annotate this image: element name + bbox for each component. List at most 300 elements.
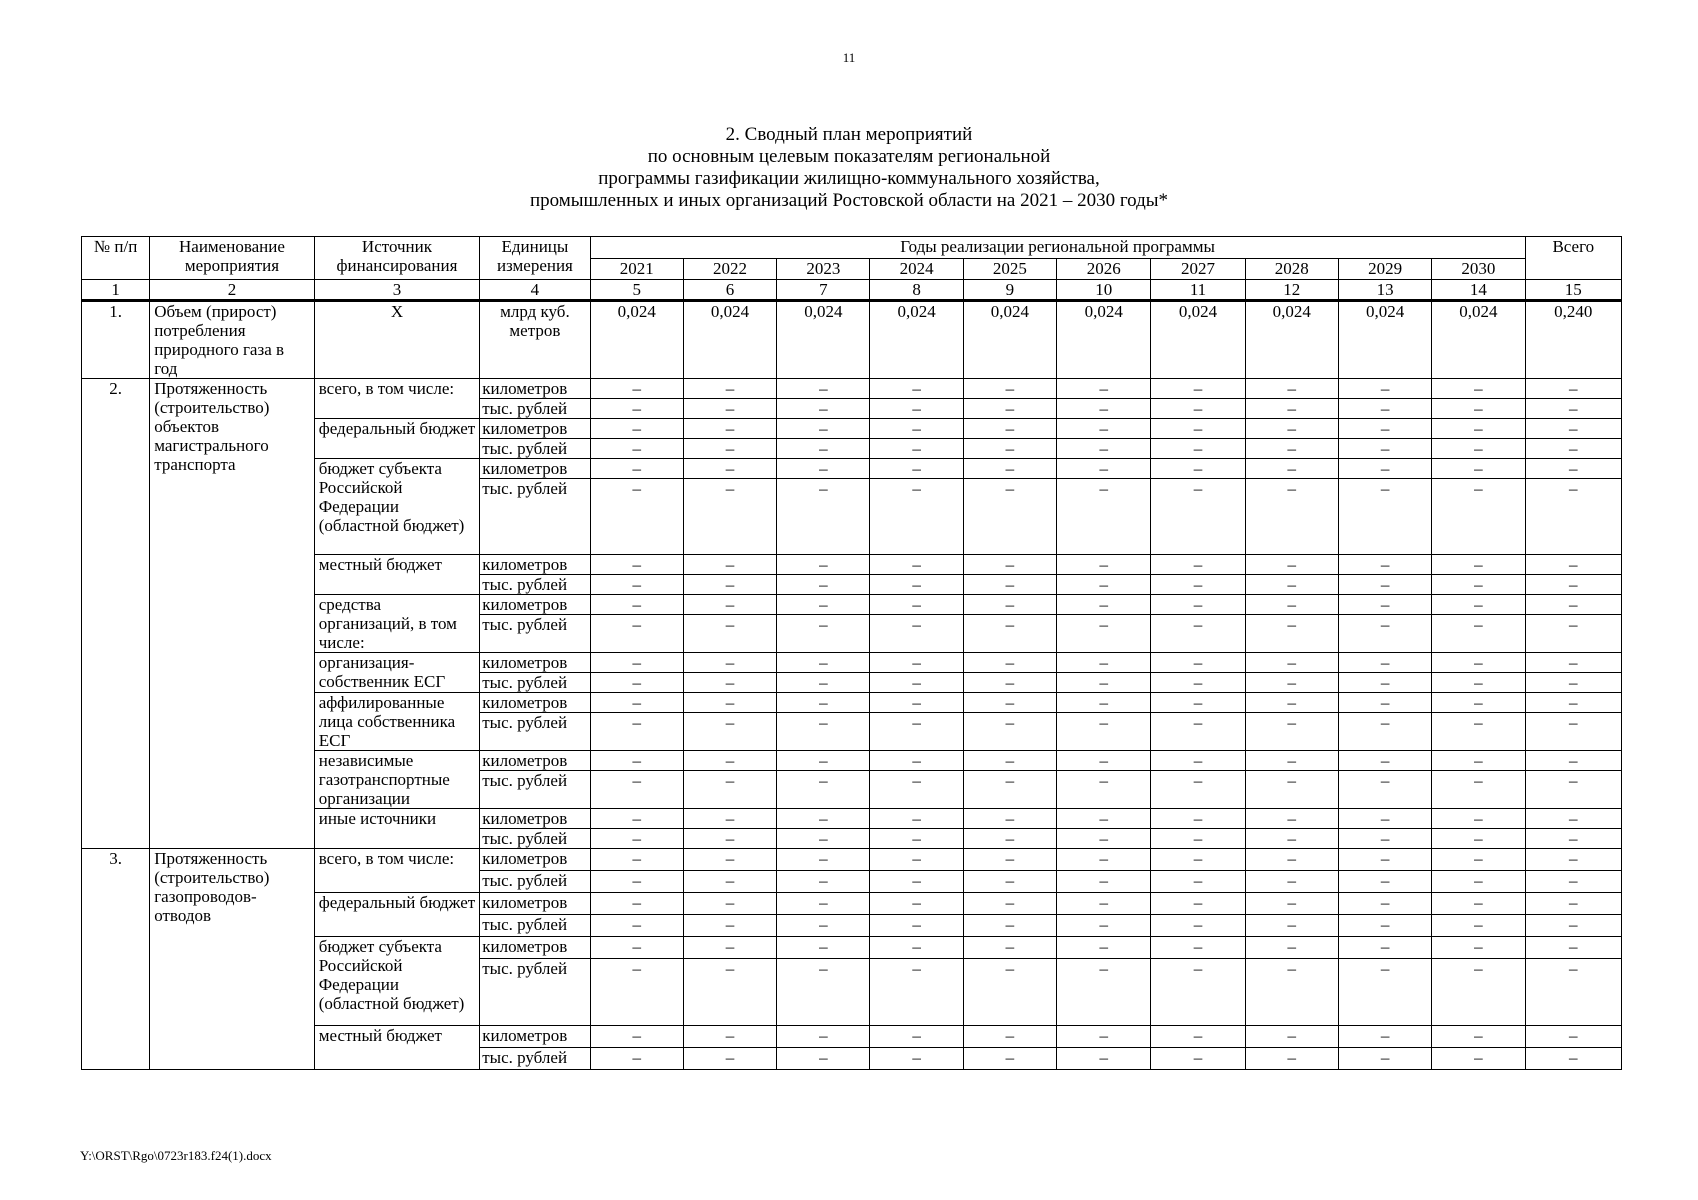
year-value: – — [870, 673, 963, 693]
year-value: – — [590, 893, 683, 915]
year-value: – — [963, 829, 1056, 849]
year-value: – — [1151, 849, 1245, 871]
year-value: – — [590, 575, 683, 595]
total-value: – — [1525, 713, 1621, 751]
year-value: – — [870, 1048, 963, 1070]
table-header — [82, 237, 1622, 301]
year-value: – — [683, 809, 776, 829]
year-value: – — [1057, 1048, 1151, 1070]
year-value: – — [683, 937, 776, 959]
year-value: – — [870, 615, 963, 653]
year-value: – — [590, 555, 683, 575]
year-value: – — [777, 459, 870, 479]
total-value: – — [1525, 751, 1621, 771]
year-value: – — [590, 959, 683, 1026]
footer-file-path: Y:\ORST\Rgo\0723r183.f24(1).docx — [80, 1148, 272, 1163]
year-value: – — [1432, 575, 1525, 595]
year-value: – — [1151, 439, 1245, 459]
year-value: – — [1151, 459, 1245, 479]
year-value: – — [1057, 871, 1151, 893]
year-value: 0,024 — [590, 301, 683, 379]
funding-source: бюджет субъекта Российской Федерации (областной бюджет) — [314, 937, 480, 1026]
year-value: – — [777, 1048, 870, 1070]
year-value: – — [1151, 771, 1245, 809]
year-value: – — [963, 615, 1056, 653]
year-value: – — [1057, 829, 1151, 849]
year-value: 0,024 — [1057, 301, 1151, 379]
units: километров — [480, 595, 590, 615]
year-value: – — [1151, 595, 1245, 615]
column-number: 13 — [1338, 280, 1431, 301]
year-value: – — [1057, 575, 1151, 595]
year-value: – — [1151, 937, 1245, 959]
year-value: – — [963, 653, 1056, 673]
year-value: – — [1245, 459, 1338, 479]
year-value: 0,024 — [1151, 301, 1245, 379]
year-value: – — [1338, 439, 1431, 459]
column-number: 15 — [1525, 280, 1621, 301]
total-value: – — [1525, 399, 1621, 419]
year-value: – — [1057, 713, 1151, 751]
year-value: – — [963, 771, 1056, 809]
year-value: – — [777, 653, 870, 673]
units: тыс. рублей — [480, 439, 590, 459]
year-value: – — [1432, 959, 1525, 1026]
units: километров — [480, 693, 590, 713]
year-value: – — [870, 575, 963, 595]
year-value: – — [777, 849, 870, 871]
total-value: – — [1525, 595, 1621, 615]
year-value: – — [590, 673, 683, 693]
total-value: – — [1525, 771, 1621, 809]
year-value: – — [963, 809, 1056, 829]
year-value: – — [683, 399, 776, 419]
year-value: – — [1245, 399, 1338, 419]
year-value: – — [963, 399, 1056, 419]
year-value: – — [590, 615, 683, 653]
year-value: – — [1151, 1048, 1245, 1070]
year-value: – — [590, 419, 683, 439]
total-value: – — [1525, 809, 1621, 829]
year-value: – — [777, 771, 870, 809]
year-value: – — [870, 937, 963, 959]
units: километров — [480, 1026, 590, 1048]
year-value: – — [963, 751, 1056, 771]
year-value: – — [777, 693, 870, 713]
year-value: – — [1151, 713, 1245, 751]
column-numbers-row — [82, 280, 1622, 301]
year-value: – — [963, 673, 1056, 693]
header-year: 2021 — [590, 259, 683, 280]
year-value: – — [1338, 829, 1431, 849]
year-value: – — [1245, 595, 1338, 615]
header-year: 2024 — [870, 259, 963, 280]
year-value: – — [590, 829, 683, 849]
year-value: – — [1245, 653, 1338, 673]
units: километров — [480, 809, 590, 829]
year-value: – — [1057, 893, 1151, 915]
funding-source: местный бюджет — [314, 1026, 480, 1070]
total-value: – — [1525, 849, 1621, 871]
year-value: – — [963, 713, 1056, 751]
year-value: – — [1338, 871, 1431, 893]
year-value: – — [683, 575, 776, 595]
total-value: – — [1525, 615, 1621, 653]
title-line: программы газификации жилищно-коммунального хозяйства, — [598, 168, 1100, 189]
year-value: – — [683, 615, 776, 653]
year-value: – — [1245, 379, 1338, 399]
column-number: 5 — [590, 280, 683, 301]
year-value: – — [1057, 959, 1151, 1026]
year-value: – — [777, 419, 870, 439]
document-title — [0, 124, 1698, 212]
year-value: – — [870, 809, 963, 829]
header-year: 2027 — [1151, 259, 1245, 280]
total-value: – — [1525, 653, 1621, 673]
year-value: – — [1151, 959, 1245, 1026]
year-value: – — [683, 595, 776, 615]
year-value: – — [1245, 1026, 1338, 1048]
table-row — [82, 849, 1622, 871]
title-line: 2. Сводный план мероприятий — [725, 124, 973, 145]
year-value: – — [1432, 1026, 1525, 1048]
year-value: – — [963, 439, 1056, 459]
year-value: 0,024 — [777, 301, 870, 379]
year-value: – — [870, 479, 963, 555]
header-year: 2028 — [1245, 259, 1338, 280]
year-value: – — [683, 751, 776, 771]
year-value: – — [963, 459, 1056, 479]
year-value: – — [963, 1026, 1056, 1048]
year-value: – — [1057, 479, 1151, 555]
year-value: – — [870, 893, 963, 915]
year-value: – — [963, 849, 1056, 871]
year-value: – — [590, 751, 683, 771]
year-value: – — [963, 937, 1056, 959]
year-value: – — [590, 1026, 683, 1048]
year-value: – — [1432, 1048, 1525, 1070]
year-value: – — [870, 1026, 963, 1048]
year-value: – — [683, 673, 776, 693]
year-value: – — [1245, 419, 1338, 439]
year-value: – — [683, 693, 776, 713]
activity-name: Протяженность (строительство) газопроводов-отводов — [150, 849, 315, 1070]
year-value: – — [1057, 849, 1151, 871]
year-value: – — [683, 459, 776, 479]
year-value: – — [683, 713, 776, 751]
year-value: – — [1245, 575, 1338, 595]
year-value: – — [683, 959, 776, 1026]
year-value: – — [1432, 693, 1525, 713]
column-number: 14 — [1432, 280, 1525, 301]
column-number: 9 — [963, 280, 1056, 301]
year-value: – — [1432, 653, 1525, 673]
year-value: – — [777, 1026, 870, 1048]
year-value: – — [1245, 915, 1338, 937]
year-value: – — [963, 871, 1056, 893]
year-value: – — [1151, 693, 1245, 713]
total-value: – — [1525, 439, 1621, 459]
units: километров — [480, 419, 590, 439]
year-value: – — [1432, 673, 1525, 693]
year-value: – — [1338, 713, 1431, 751]
header-year: 2026 — [1057, 259, 1151, 280]
year-value: – — [590, 479, 683, 555]
total-value: – — [1525, 871, 1621, 893]
year-value: – — [870, 419, 963, 439]
units: тыс. рублей — [480, 771, 590, 809]
units: тыс. рублей — [480, 399, 590, 419]
year-value: – — [870, 915, 963, 937]
year-value: – — [1432, 871, 1525, 893]
year-value: – — [1057, 1026, 1151, 1048]
funding-source: Х — [314, 301, 480, 379]
year-value: – — [777, 555, 870, 575]
year-value: – — [683, 893, 776, 915]
year-value: 0,024 — [963, 301, 1056, 379]
year-value: – — [683, 439, 776, 459]
row-number: 1. — [82, 301, 150, 379]
year-value: – — [1245, 937, 1338, 959]
year-value: – — [1245, 555, 1338, 575]
year-value: – — [777, 673, 870, 693]
year-value: – — [1338, 615, 1431, 653]
units: тыс. рублей — [480, 829, 590, 849]
year-value: – — [1057, 595, 1151, 615]
plan-table — [81, 236, 1622, 1070]
year-value: – — [1432, 829, 1525, 849]
total-value: – — [1525, 959, 1621, 1026]
total-value: – — [1525, 459, 1621, 479]
year-value: – — [1057, 399, 1151, 419]
year-value: – — [683, 419, 776, 439]
year-value: – — [683, 1026, 776, 1048]
year-value: – — [870, 849, 963, 871]
year-value: – — [777, 809, 870, 829]
year-value: – — [1151, 893, 1245, 915]
year-value: – — [590, 653, 683, 673]
units: километров — [480, 555, 590, 575]
total-value: – — [1525, 555, 1621, 575]
year-value: – — [870, 693, 963, 713]
year-value: – — [1338, 959, 1431, 1026]
year-value: – — [1057, 751, 1151, 771]
column-number: 7 — [777, 280, 870, 301]
year-value: – — [1338, 771, 1431, 809]
year-value: 0,024 — [683, 301, 776, 379]
year-value: – — [963, 419, 1056, 439]
year-value: – — [1151, 809, 1245, 829]
year-value: – — [777, 379, 870, 399]
units: километров — [480, 849, 590, 871]
year-value: – — [1432, 893, 1525, 915]
year-value: – — [1245, 893, 1338, 915]
page-number: 11 — [842, 50, 856, 65]
year-value: – — [1245, 771, 1338, 809]
year-value: – — [590, 849, 683, 871]
year-value: – — [683, 849, 776, 871]
total-value: – — [1525, 575, 1621, 595]
year-value: – — [1338, 555, 1431, 575]
year-value: – — [1432, 419, 1525, 439]
column-number: 10 — [1057, 280, 1151, 301]
year-value: – — [1057, 673, 1151, 693]
year-value: – — [590, 1048, 683, 1070]
year-value: – — [683, 829, 776, 849]
title-line: промышленных и иных организаций Ростовской области на 2021 – 2030 годы* — [529, 190, 1169, 211]
column-number: 1 — [82, 280, 150, 301]
year-value: – — [1338, 937, 1431, 959]
funding-source: местный бюджет — [314, 555, 480, 595]
year-value: – — [1057, 419, 1151, 439]
year-value: – — [1151, 673, 1245, 693]
year-value: – — [963, 915, 1056, 937]
year-value: – — [1432, 849, 1525, 871]
header-year: 2029 — [1338, 259, 1431, 280]
column-number: 12 — [1245, 280, 1338, 301]
year-value: – — [1245, 615, 1338, 653]
year-value: – — [590, 459, 683, 479]
year-value: – — [1432, 713, 1525, 751]
header-years-group: Годы реализации региональной программы — [590, 237, 1525, 259]
year-value: – — [777, 399, 870, 419]
year-value: – — [1338, 575, 1431, 595]
funding-source: иные источники — [314, 809, 480, 849]
year-value: – — [590, 915, 683, 937]
column-number: 3 — [314, 280, 480, 301]
activity-name: Объем (прирост) потребления природного газа в год — [150, 301, 315, 379]
header-year: 2023 — [777, 259, 870, 280]
year-value: – — [870, 399, 963, 419]
year-value: – — [1338, 399, 1431, 419]
year-value: – — [870, 871, 963, 893]
units: тыс. рублей — [480, 1048, 590, 1070]
year-value: – — [683, 479, 776, 555]
year-value: – — [963, 379, 1056, 399]
year-value: – — [777, 959, 870, 1026]
year-value: – — [1151, 479, 1245, 555]
row-number: 3. — [82, 849, 150, 1070]
year-value: – — [1057, 555, 1151, 575]
year-value: – — [1057, 693, 1151, 713]
year-value: – — [777, 479, 870, 555]
year-value: – — [1057, 915, 1151, 937]
year-value: – — [1151, 399, 1245, 419]
funding-source: средства организаций, в том числе: — [314, 595, 480, 653]
column-number: 6 — [683, 280, 776, 301]
year-value: – — [777, 751, 870, 771]
year-value: – — [963, 959, 1056, 1026]
row-number: 2. — [82, 379, 150, 849]
year-value: – — [777, 595, 870, 615]
units: тыс. рублей — [480, 615, 590, 653]
total-value: – — [1525, 419, 1621, 439]
year-value: – — [1338, 673, 1431, 693]
year-value: – — [1338, 595, 1431, 615]
year-value: – — [1338, 849, 1431, 871]
header-year: 2025 — [963, 259, 1056, 280]
year-value: – — [1151, 871, 1245, 893]
column-number: 4 — [480, 280, 590, 301]
year-value: – — [1432, 771, 1525, 809]
year-value: – — [870, 771, 963, 809]
total-value: – — [1525, 673, 1621, 693]
year-value: – — [963, 1048, 1056, 1070]
year-value: 0,024 — [870, 301, 963, 379]
year-value: – — [870, 439, 963, 459]
year-value: – — [1057, 459, 1151, 479]
column-number: 8 — [870, 280, 963, 301]
year-value: – — [1432, 615, 1525, 653]
year-value: – — [1338, 1048, 1431, 1070]
header-source: Источник финансирования — [314, 237, 480, 280]
year-value: – — [590, 595, 683, 615]
year-value: – — [683, 379, 776, 399]
year-value: – — [963, 555, 1056, 575]
year-value: – — [1432, 751, 1525, 771]
title-line: по основным целевым показателям региональной — [647, 146, 1051, 167]
year-value: – — [870, 713, 963, 751]
year-value: – — [870, 595, 963, 615]
units: километров — [480, 379, 590, 399]
year-value: – — [870, 959, 963, 1026]
table-body — [82, 301, 1622, 1070]
year-value: – — [683, 771, 776, 809]
year-value: – — [590, 809, 683, 829]
year-value: – — [1151, 575, 1245, 595]
units: километров — [480, 459, 590, 479]
year-value: – — [1338, 751, 1431, 771]
year-value: – — [1338, 809, 1431, 829]
table-row — [82, 379, 1622, 399]
year-value: – — [777, 829, 870, 849]
year-value: – — [1151, 915, 1245, 937]
year-value: – — [590, 399, 683, 419]
year-value: – — [1245, 829, 1338, 849]
year-value: – — [1245, 959, 1338, 1026]
year-value: – — [1057, 653, 1151, 673]
year-value: – — [1245, 871, 1338, 893]
year-value: – — [1245, 693, 1338, 713]
year-value: – — [1338, 1026, 1431, 1048]
header-name: Наименование мероприятия — [150, 237, 315, 280]
year-value: – — [1057, 439, 1151, 459]
funding-source: федеральный бюджет — [314, 893, 480, 937]
year-value: – — [1338, 459, 1431, 479]
year-value: – — [590, 693, 683, 713]
year-value: 0,024 — [1245, 301, 1338, 379]
header-year: 2030 — [1432, 259, 1525, 280]
year-value: – — [1432, 595, 1525, 615]
year-value: – — [683, 555, 776, 575]
year-value: – — [590, 439, 683, 459]
year-value: – — [683, 1048, 776, 1070]
year-value: – — [777, 439, 870, 459]
year-value: – — [1432, 459, 1525, 479]
units: тыс. рублей — [480, 959, 590, 1026]
year-value: – — [683, 653, 776, 673]
header-units: Единицы измерения — [480, 237, 590, 280]
year-value: – — [590, 871, 683, 893]
year-value: – — [870, 379, 963, 399]
year-value: – — [683, 915, 776, 937]
units: млрд куб. метров — [480, 301, 590, 379]
year-value: – — [963, 575, 1056, 595]
year-value: – — [1432, 915, 1525, 937]
year-value: – — [1151, 419, 1245, 439]
total-value: – — [1525, 915, 1621, 937]
year-value: – — [1432, 809, 1525, 829]
